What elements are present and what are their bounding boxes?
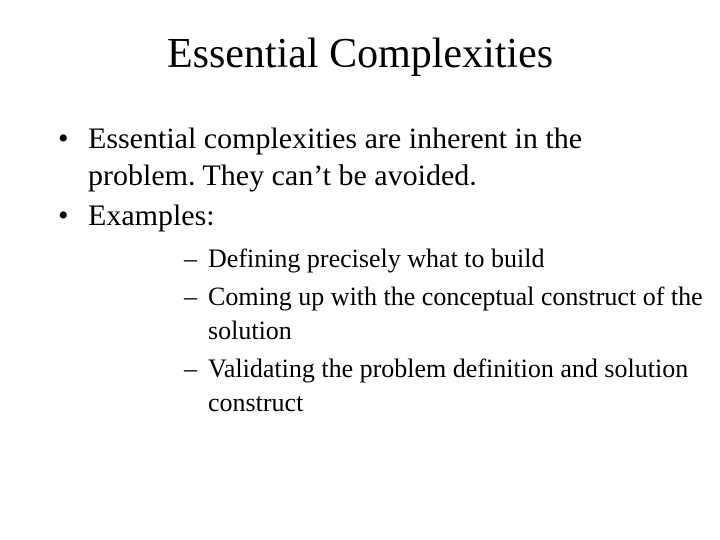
bullet-marker: • — [58, 199, 69, 232]
slide-title: Essential Complexities — [166, 31, 554, 77]
sub-bullet-marker: – — [184, 282, 197, 311]
sub-bullet-list — [88, 242, 703, 420]
sub-bullet-text: Defining precisely what to build — [208, 244, 545, 273]
sub-bullet-text: Coming up with the conceptual construct of the solution — [208, 282, 703, 345]
sub-bullet-marker: – — [184, 244, 197, 273]
sub-bullet-item — [88, 280, 720, 348]
bullet-text: Examples: — [88, 199, 215, 232]
sub-bullet-item — [88, 242, 720, 276]
bullet-list — [0, 120, 720, 424]
bullet-marker: • — [58, 122, 69, 155]
bullet-text: Essential complexities are inherent in the problem. They can’t be avoided. — [88, 122, 583, 192]
sub-bullet-marker: – — [184, 354, 197, 383]
bullet-item — [0, 197, 703, 420]
bullet-item — [0, 120, 648, 194]
sub-bullet-item — [88, 352, 720, 420]
sub-bullet-text: Validating the problem definition and solution construct — [208, 354, 689, 417]
